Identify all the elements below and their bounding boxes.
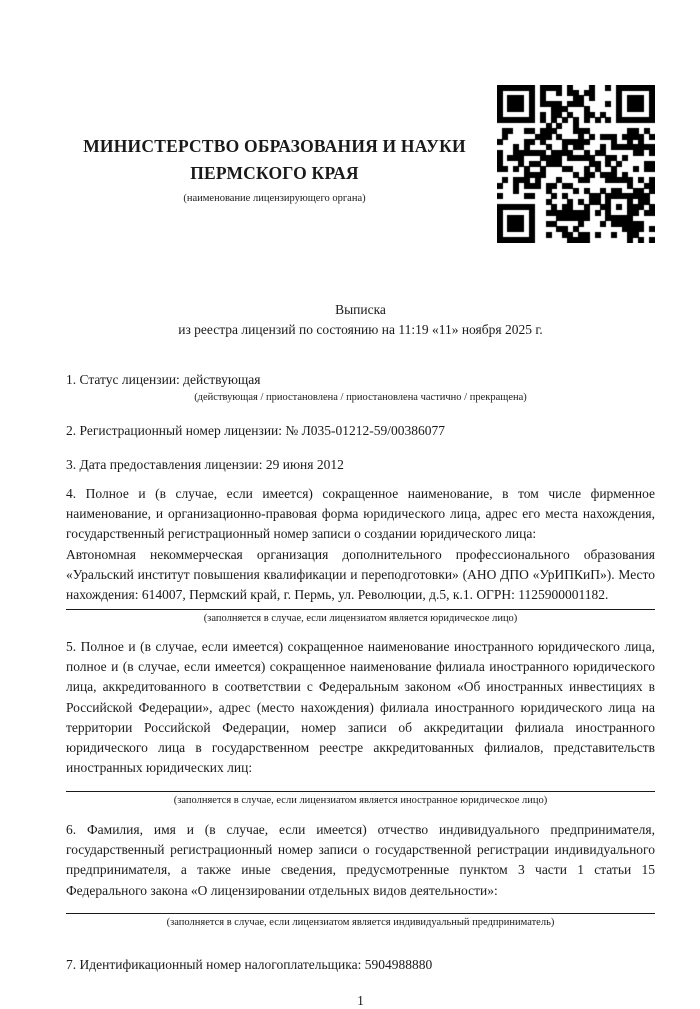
item-grant-date: 3. Дата предоставления лицензии: 29 июня 2012 [66,456,344,472]
license-status-caption: (действующая / приостановлена / приостановлена частично / прекращена) [194,392,527,404]
extract-items [66,370,655,975]
individual-entrepreneur-rule [66,913,655,914]
page-number: 1 [357,993,364,1009]
ministry-caption: (наименование лицензирующего органа) [183,193,366,204]
ministry-name-line1: МИНИСТЕРСТВО ОБРАЗОВАНИЯ И НАУКИ [83,136,466,156]
qr-code-image [497,85,655,243]
legal-entity-rule [66,609,655,610]
individual-entrepreneur-caption: (заполняется в случае, если лицензиатом является индивидуальный предприниматель) [166,916,555,928]
item-license-status [66,370,655,404]
legal-entity-caption: (заполняется в случае, если лицензиатом является юридическое лицо) [203,612,518,624]
individual-entrepreneur-label: 6. Фамилия, имя и (в случае, если имеется) отчество индивидуального предпринимателя, государственный регистрационный номер записи о государственной регистрации индивидуального предпринимателя, а также иные сведения, предусмотренные пунктом 3 части 1 статьи 15 Федерального закона «О лицензировании отдельных видов деятельности»: [66,821,655,898]
extract-title: Выписка [335,302,386,317]
licensing-authority-block [66,123,497,205]
item-legal-entity [66,484,655,625]
extract-subtitle: из реестра лицензий по состоянию на 11:19 «11» ноября 2025 г. [178,322,543,337]
item-taxpayer-number: 7. Идентификационный номер налогоплательщика: 5904988880 [66,956,433,972]
legal-entity-value: Автономная некоммерческая организация дополнительного профессионального образования «Уральский институт повышения квалификации и переподготовки» (АНО ДПО «УрИПКиП»). Место нахождения: 614007, Пермский край, г. Пермь, ул. Революции, д.5, к.1. ОГРН: 1125900001182. [66,546,655,603]
extract-title-block [66,300,655,340]
ministry-name-line2: ПЕРМСКОГО КРАЯ [190,163,359,183]
foreign-entity-rule [66,791,655,792]
foreign-entity-label: 5. Полное и (в случае, если имеется) сокращенное наименование иностранного юридического лица, полное и (в случае, если имеется) сокращенное наименование филиала иностранного юридического лица, аккредитованного в соответствии с Федеральным законом «Об иностранных инвестициях в Российской Федерации», адрес (место нахождения) филиала иностранного юридического лица на территории Российской Федерации, номер записи об аккредитации филиала иностранного юридического лица в государственном реестре аккредитованных филиалов, представительств иностранных юридических лиц: [66,638,655,776]
item-registration-number: 2. Регистрационный номер лицензии: № Л035-01212-59/00386077 [66,423,446,439]
item-foreign-entity [66,637,655,807]
document-header [66,85,655,243]
license-status-text: 1. Статус лицензии: действующая [66,372,261,387]
foreign-entity-caption: (заполняется в случае, если лицензиатом является иностранное юридическое лицо) [173,794,548,806]
legal-entity-label: 4. Полное и (в случае, если имеется) сокращенное наименование, в том числе фирменное наименование, и организационно-правовая форма юридического лица, адрес его места нахождения, государственный регистрационный номер записи о создании юридического лица: [66,485,655,542]
qr-code [497,85,655,243]
item-individual-entrepreneur [66,820,655,929]
